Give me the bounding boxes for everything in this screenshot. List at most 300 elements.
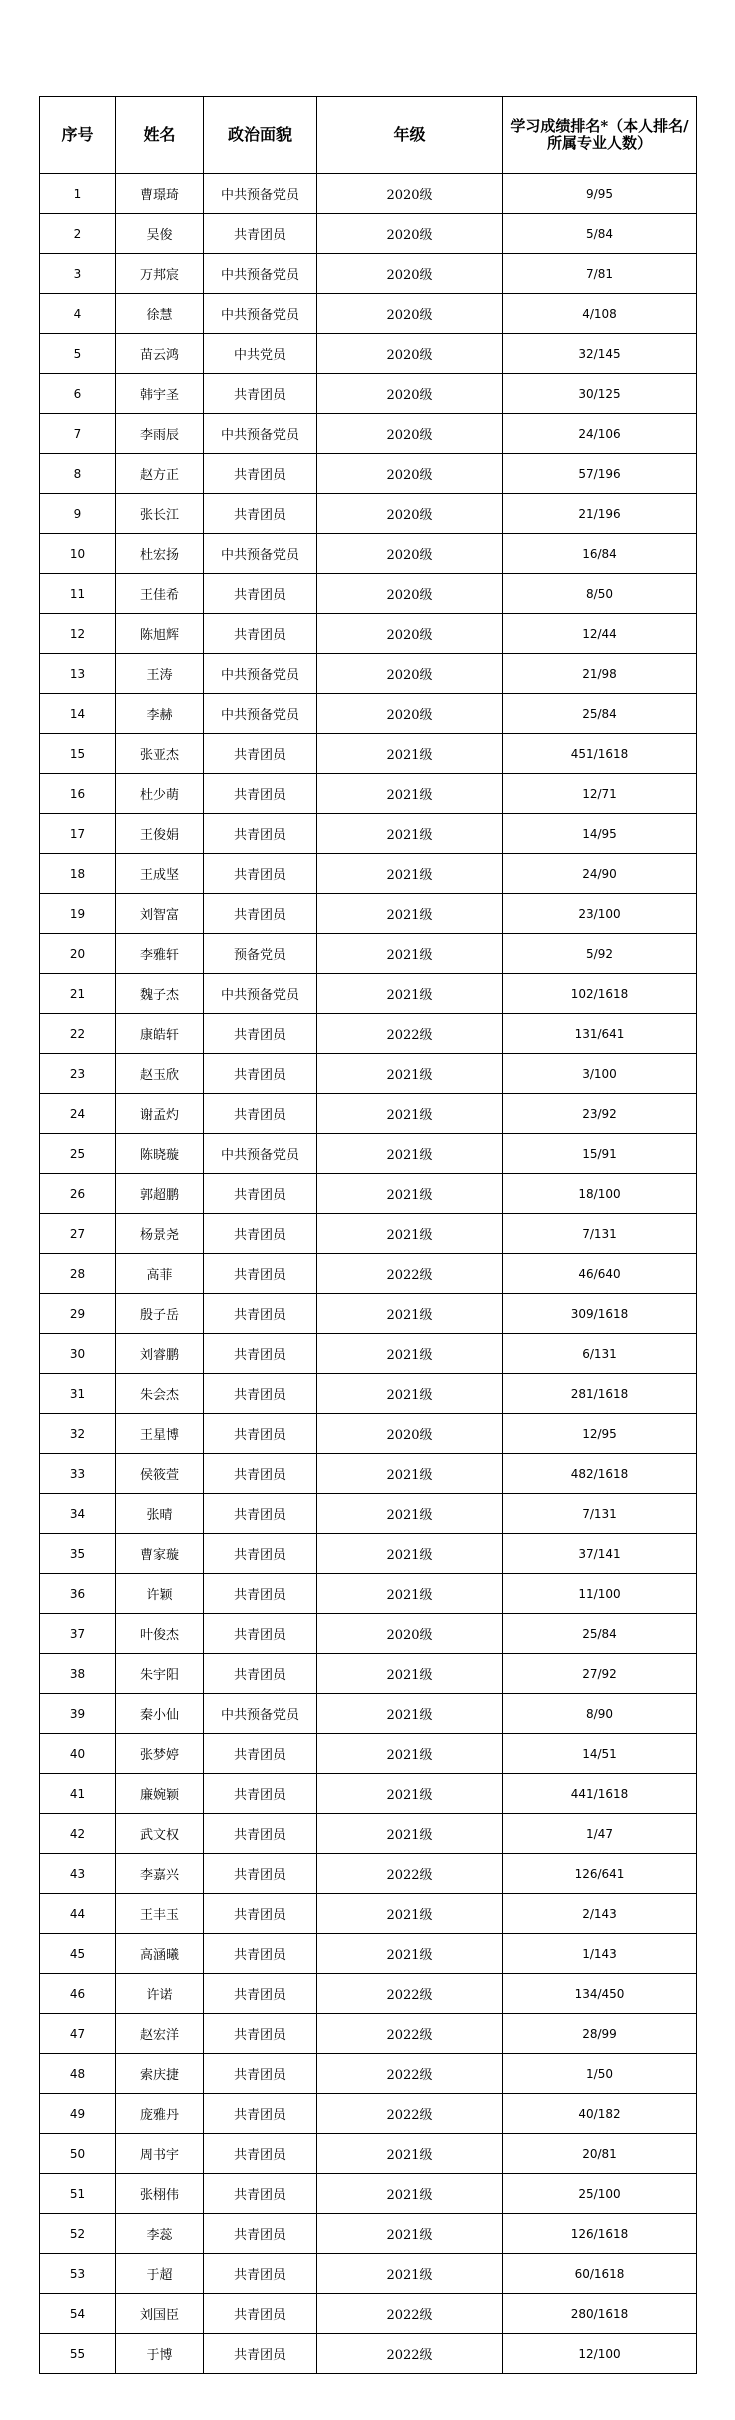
cell-grade: 2022级	[317, 1254, 503, 1294]
cell-name: 张梦婷	[116, 1734, 204, 1774]
cell-name: 张长江	[116, 494, 204, 534]
table-row	[40, 2214, 697, 2254]
cell-political-status: 中共预备党员	[204, 654, 317, 694]
cell-political-status: 共青团员	[204, 1294, 317, 1334]
cell-name: 朱会杰	[116, 1374, 204, 1414]
cell-index: 21	[40, 974, 116, 1014]
cell-name: 王丰玉	[116, 1894, 204, 1934]
table-row	[40, 494, 697, 534]
cell-academic-rank: 1/50	[503, 2054, 697, 2094]
table-row	[40, 334, 697, 374]
student-ranking-table	[39, 96, 697, 2374]
table-row	[40, 254, 697, 294]
cell-grade: 2021级	[317, 1094, 503, 1134]
cell-name: 王佳希	[116, 574, 204, 614]
cell-political-status: 共青团员	[204, 894, 317, 934]
cell-name: 王星博	[116, 1414, 204, 1454]
cell-grade: 2021级	[317, 2174, 503, 2214]
cell-name: 李嘉兴	[116, 1854, 204, 1894]
table-row	[40, 1094, 697, 1134]
cell-political-status: 共青团员	[204, 614, 317, 654]
cell-grade: 2021级	[317, 2214, 503, 2254]
cell-index: 48	[40, 2054, 116, 2094]
cell-index: 8	[40, 454, 116, 494]
cell-political-status: 预备党员	[204, 934, 317, 974]
cell-grade: 2021级	[317, 974, 503, 1014]
table-row	[40, 214, 697, 254]
cell-political-status: 共青团员	[204, 2054, 317, 2094]
cell-index: 9	[40, 494, 116, 534]
cell-name: 高涵曦	[116, 1934, 204, 1974]
cell-political-status: 共青团员	[204, 814, 317, 854]
cell-academic-rank: 5/92	[503, 934, 697, 974]
table-row	[40, 2014, 697, 2054]
cell-name: 赵方正	[116, 454, 204, 494]
cell-name: 叶俊杰	[116, 1614, 204, 1654]
cell-academic-rank: 46/640	[503, 1254, 697, 1294]
table-row	[40, 1174, 697, 1214]
cell-index: 42	[40, 1814, 116, 1854]
cell-political-status: 共青团员	[204, 1854, 317, 1894]
cell-index: 54	[40, 2294, 116, 2334]
table-row	[40, 414, 697, 454]
cell-political-status: 中共预备党员	[204, 254, 317, 294]
cell-index: 11	[40, 574, 116, 614]
cell-academic-rank: 7/131	[503, 1494, 697, 1534]
cell-name: 刘智富	[116, 894, 204, 934]
cell-index: 41	[40, 1774, 116, 1814]
cell-political-status: 共青团员	[204, 1814, 317, 1854]
cell-political-status: 共青团员	[204, 1374, 317, 1414]
cell-grade: 2020级	[317, 334, 503, 374]
cell-grade: 2021级	[317, 2134, 503, 2174]
cell-name: 朱宇阳	[116, 1654, 204, 1694]
cell-political-status: 共青团员	[204, 1054, 317, 1094]
cell-index: 18	[40, 854, 116, 894]
table-row	[40, 1734, 697, 1774]
table-row	[40, 1694, 697, 1734]
cell-index: 13	[40, 654, 116, 694]
cell-political-status: 中共预备党员	[204, 1694, 317, 1734]
table-row	[40, 294, 697, 334]
cell-grade: 2020级	[317, 294, 503, 334]
cell-academic-rank: 12/95	[503, 1414, 697, 1454]
table-row	[40, 774, 697, 814]
table-row	[40, 1854, 697, 1894]
cell-political-status: 共青团员	[204, 1934, 317, 1974]
table-row	[40, 1814, 697, 1854]
table-row	[40, 2254, 697, 2294]
cell-grade: 2020级	[317, 214, 503, 254]
cell-political-status: 共青团员	[204, 1614, 317, 1654]
cell-academic-rank: 57/196	[503, 454, 697, 494]
cell-academic-rank: 280/1618	[503, 2294, 697, 2334]
cell-academic-rank: 8/90	[503, 1694, 697, 1734]
cell-name: 刘国臣	[116, 2294, 204, 2334]
cell-academic-rank: 23/100	[503, 894, 697, 934]
cell-index: 1	[40, 174, 116, 214]
table-row	[40, 574, 697, 614]
cell-grade: 2021级	[317, 1374, 503, 1414]
cell-name: 康皓轩	[116, 1014, 204, 1054]
table-row	[40, 934, 697, 974]
cell-academic-rank: 25/84	[503, 1614, 697, 1654]
cell-index: 3	[40, 254, 116, 294]
cell-name: 杨景尧	[116, 1214, 204, 1254]
cell-political-status: 中共预备党员	[204, 414, 317, 454]
table-row	[40, 2294, 697, 2334]
cell-name: 徐慧	[116, 294, 204, 334]
cell-index: 45	[40, 1934, 116, 1974]
cell-grade: 2022级	[317, 2014, 503, 2054]
cell-political-status: 共青团员	[204, 2014, 317, 2054]
cell-academic-rank: 8/50	[503, 574, 697, 614]
cell-academic-rank: 32/145	[503, 334, 697, 374]
cell-index: 4	[40, 294, 116, 334]
table-row	[40, 974, 697, 1014]
cell-index: 32	[40, 1414, 116, 1454]
cell-academic-rank: 3/100	[503, 1054, 697, 1094]
cell-grade: 2022级	[317, 2334, 503, 2374]
cell-grade: 2021级	[317, 1774, 503, 1814]
cell-political-status: 共青团员	[204, 1454, 317, 1494]
cell-index: 43	[40, 1854, 116, 1894]
cell-academic-rank: 16/84	[503, 534, 697, 574]
cell-name: 王涛	[116, 654, 204, 694]
cell-grade: 2020级	[317, 494, 503, 534]
cell-name: 于博	[116, 2334, 204, 2374]
cell-grade: 2021级	[317, 1694, 503, 1734]
cell-political-status: 共青团员	[204, 854, 317, 894]
cell-grade: 2021级	[317, 1334, 503, 1374]
cell-index: 49	[40, 2094, 116, 2134]
cell-name: 杜少萌	[116, 774, 204, 814]
cell-grade: 2020级	[317, 694, 503, 734]
table-row	[40, 2174, 697, 2214]
cell-grade: 2021级	[317, 894, 503, 934]
cell-academic-rank: 131/641	[503, 1014, 697, 1054]
cell-academic-rank: 309/1618	[503, 1294, 697, 1334]
cell-academic-rank: 28/99	[503, 2014, 697, 2054]
cell-political-status: 共青团员	[204, 214, 317, 254]
cell-academic-rank: 30/125	[503, 374, 697, 414]
cell-political-status: 共青团员	[204, 1534, 317, 1574]
table-row	[40, 1134, 697, 1174]
cell-grade: 2020级	[317, 414, 503, 454]
cell-grade: 2021级	[317, 814, 503, 854]
cell-grade: 2022级	[317, 1974, 503, 2014]
cell-political-status: 共青团员	[204, 2214, 317, 2254]
cell-academic-rank: 9/95	[503, 174, 697, 214]
cell-index: 46	[40, 1974, 116, 2014]
cell-name: 李雨辰	[116, 414, 204, 454]
cell-grade: 2021级	[317, 1574, 503, 1614]
cell-name: 李蕊	[116, 2214, 204, 2254]
cell-academic-rank: 281/1618	[503, 1374, 697, 1414]
cell-index: 29	[40, 1294, 116, 1334]
table-row	[40, 174, 697, 214]
table-row	[40, 1334, 697, 1374]
cell-political-status: 共青团员	[204, 1214, 317, 1254]
cell-index: 14	[40, 694, 116, 734]
cell-academic-rank: 1/47	[503, 1814, 697, 1854]
cell-index: 47	[40, 2014, 116, 2054]
cell-academic-rank: 126/1618	[503, 2214, 697, 2254]
cell-name: 庞雅丹	[116, 2094, 204, 2134]
cell-name: 苗云鸿	[116, 334, 204, 374]
cell-grade: 2022级	[317, 1854, 503, 1894]
cell-grade: 2021级	[317, 1654, 503, 1694]
cell-name: 魏子杰	[116, 974, 204, 1014]
cell-academic-rank: 21/98	[503, 654, 697, 694]
header-index: 序号	[40, 97, 116, 174]
cell-political-status: 共青团员	[204, 1734, 317, 1774]
cell-political-status: 共青团员	[204, 374, 317, 414]
table-row	[40, 374, 697, 414]
cell-grade: 2022级	[317, 2054, 503, 2094]
cell-grade: 2021级	[317, 1894, 503, 1934]
cell-name: 侯筱萱	[116, 1454, 204, 1494]
cell-academic-rank: 24/90	[503, 854, 697, 894]
cell-academic-rank: 14/95	[503, 814, 697, 854]
cell-grade: 2022级	[317, 1014, 503, 1054]
table-row	[40, 1494, 697, 1534]
cell-name: 吴俊	[116, 214, 204, 254]
cell-name: 廉婉颖	[116, 1774, 204, 1814]
cell-academic-rank: 24/106	[503, 414, 697, 454]
cell-grade: 2021级	[317, 1814, 503, 1854]
cell-index: 55	[40, 2334, 116, 2374]
cell-name: 曹家璇	[116, 1534, 204, 1574]
cell-academic-rank: 2/143	[503, 1894, 697, 1934]
cell-name: 赵玉欣	[116, 1054, 204, 1094]
cell-political-status: 共青团员	[204, 2134, 317, 2174]
table-row	[40, 1014, 697, 1054]
cell-grade: 2020级	[317, 614, 503, 654]
cell-grade: 2021级	[317, 1454, 503, 1494]
cell-political-status: 中共预备党员	[204, 694, 317, 734]
cell-grade: 2021级	[317, 854, 503, 894]
cell-index: 10	[40, 534, 116, 574]
table-row	[40, 1614, 697, 1654]
cell-political-status: 共青团员	[204, 1334, 317, 1374]
cell-political-status: 共青团员	[204, 2334, 317, 2374]
cell-name: 韩宇圣	[116, 374, 204, 414]
cell-academic-rank: 25/84	[503, 694, 697, 734]
table-header-row	[40, 97, 697, 174]
cell-name: 李赫	[116, 694, 204, 734]
table-row	[40, 894, 697, 934]
cell-name: 刘睿鹏	[116, 1334, 204, 1374]
cell-academic-rank: 7/131	[503, 1214, 697, 1254]
cell-index: 37	[40, 1614, 116, 1654]
cell-grade: 2021级	[317, 1054, 503, 1094]
table-row	[40, 2134, 697, 2174]
table-row	[40, 1414, 697, 1454]
cell-name: 陈晓璇	[116, 1134, 204, 1174]
cell-name: 索庆捷	[116, 2054, 204, 2094]
cell-political-status: 共青团员	[204, 1494, 317, 1534]
cell-grade: 2020级	[317, 654, 503, 694]
cell-political-status: 共青团员	[204, 1254, 317, 1294]
cell-name: 李雅轩	[116, 934, 204, 974]
cell-political-status: 共青团员	[204, 774, 317, 814]
cell-academic-rank: 25/100	[503, 2174, 697, 2214]
cell-index: 25	[40, 1134, 116, 1174]
cell-grade: 2020级	[317, 1614, 503, 1654]
cell-name: 殷子岳	[116, 1294, 204, 1334]
cell-index: 40	[40, 1734, 116, 1774]
cell-index: 51	[40, 2174, 116, 2214]
cell-grade: 2020级	[317, 174, 503, 214]
cell-index: 30	[40, 1334, 116, 1374]
cell-grade: 2020级	[317, 374, 503, 414]
cell-grade: 2021级	[317, 1534, 503, 1574]
cell-name: 赵宏洋	[116, 2014, 204, 2054]
cell-name: 郭超鹏	[116, 1174, 204, 1214]
cell-name: 万邦宸	[116, 254, 204, 294]
cell-academic-rank: 441/1618	[503, 1774, 697, 1814]
cell-academic-rank: 482/1618	[503, 1454, 697, 1494]
cell-name: 许颖	[116, 1574, 204, 1614]
cell-index: 26	[40, 1174, 116, 1214]
header-political-status: 政治面貌	[204, 97, 317, 174]
cell-index: 20	[40, 934, 116, 974]
cell-index: 38	[40, 1654, 116, 1694]
cell-index: 53	[40, 2254, 116, 2294]
cell-name: 周书宇	[116, 2134, 204, 2174]
cell-academic-rank: 37/141	[503, 1534, 697, 1574]
cell-political-status: 共青团员	[204, 2294, 317, 2334]
cell-political-status: 中共预备党员	[204, 534, 317, 574]
cell-political-status: 共青团员	[204, 1654, 317, 1694]
cell-academic-rank: 18/100	[503, 1174, 697, 1214]
cell-index: 2	[40, 214, 116, 254]
cell-name: 张亚杰	[116, 734, 204, 774]
cell-grade: 2021级	[317, 1494, 503, 1534]
table-row	[40, 1894, 697, 1934]
cell-academic-rank: 14/51	[503, 1734, 697, 1774]
table-row	[40, 654, 697, 694]
cell-political-status: 共青团员	[204, 1014, 317, 1054]
table-row	[40, 1054, 697, 1094]
cell-name: 张晴	[116, 1494, 204, 1534]
cell-index: 5	[40, 334, 116, 374]
cell-name: 王成坚	[116, 854, 204, 894]
header-academic-rank: 学习成绩排名*（本人排名/所属专业人数）	[503, 97, 697, 174]
cell-academic-rank: 12/44	[503, 614, 697, 654]
cell-political-status: 共青团员	[204, 494, 317, 534]
table-row	[40, 1214, 697, 1254]
cell-political-status: 共青团员	[204, 1974, 317, 2014]
table-row	[40, 1774, 697, 1814]
cell-index: 31	[40, 1374, 116, 1414]
cell-political-status: 共青团员	[204, 1414, 317, 1454]
table-row	[40, 2334, 697, 2374]
cell-name: 谢孟灼	[116, 1094, 204, 1134]
cell-grade: 2021级	[317, 1174, 503, 1214]
cell-index: 33	[40, 1454, 116, 1494]
cell-index: 19	[40, 894, 116, 934]
cell-index: 22	[40, 1014, 116, 1054]
cell-grade: 2022级	[317, 2294, 503, 2334]
cell-grade: 2020级	[317, 574, 503, 614]
cell-grade: 2020级	[317, 254, 503, 294]
cell-index: 50	[40, 2134, 116, 2174]
cell-grade: 2021级	[317, 1134, 503, 1174]
cell-political-status: 共青团员	[204, 574, 317, 614]
header-grade: 年级	[317, 97, 503, 174]
cell-index: 12	[40, 614, 116, 654]
cell-academic-rank: 12/100	[503, 2334, 697, 2374]
cell-index: 17	[40, 814, 116, 854]
table-row	[40, 454, 697, 494]
cell-academic-rank: 5/84	[503, 214, 697, 254]
cell-political-status: 中共预备党员	[204, 1134, 317, 1174]
cell-grade: 2022级	[317, 2094, 503, 2134]
cell-academic-rank: 134/450	[503, 1974, 697, 2014]
cell-index: 6	[40, 374, 116, 414]
cell-grade: 2021级	[317, 774, 503, 814]
cell-name: 于超	[116, 2254, 204, 2294]
cell-political-status: 共青团员	[204, 734, 317, 774]
cell-index: 35	[40, 1534, 116, 1574]
table-row	[40, 1254, 697, 1294]
cell-political-status: 中共预备党员	[204, 974, 317, 1014]
cell-academic-rank: 4/108	[503, 294, 697, 334]
cell-academic-rank: 12/71	[503, 774, 697, 814]
cell-index: 7	[40, 414, 116, 454]
table-row	[40, 1294, 697, 1334]
cell-academic-rank: 20/81	[503, 2134, 697, 2174]
cell-political-status: 共青团员	[204, 1894, 317, 1934]
table-row	[40, 1574, 697, 1614]
table-row	[40, 734, 697, 774]
cell-academic-rank: 6/131	[503, 1334, 697, 1374]
cell-political-status: 共青团员	[204, 1574, 317, 1614]
cell-grade: 2021级	[317, 1294, 503, 1334]
table-row	[40, 534, 697, 574]
table-row	[40, 694, 697, 734]
cell-grade: 2021级	[317, 934, 503, 974]
cell-name: 张栩伟	[116, 2174, 204, 2214]
table-row	[40, 1374, 697, 1414]
cell-grade: 2021级	[317, 734, 503, 774]
cell-name: 陈旭辉	[116, 614, 204, 654]
cell-political-status: 中共预备党员	[204, 174, 317, 214]
cell-grade: 2020级	[317, 534, 503, 574]
cell-political-status: 共青团员	[204, 2094, 317, 2134]
cell-name: 杜宏扬	[116, 534, 204, 574]
table-row	[40, 1974, 697, 2014]
cell-political-status: 中共党员	[204, 334, 317, 374]
cell-name: 曹璟琦	[116, 174, 204, 214]
cell-index: 27	[40, 1214, 116, 1254]
cell-political-status: 中共预备党员	[204, 294, 317, 334]
cell-academic-rank: 102/1618	[503, 974, 697, 1014]
cell-political-status: 共青团员	[204, 1094, 317, 1134]
cell-name: 武文权	[116, 1814, 204, 1854]
cell-grade: 2021级	[317, 1934, 503, 1974]
cell-political-status: 共青团员	[204, 2254, 317, 2294]
cell-political-status: 共青团员	[204, 1174, 317, 1214]
cell-academic-rank: 11/100	[503, 1574, 697, 1614]
table-row	[40, 1934, 697, 1974]
header-name: 姓名	[116, 97, 204, 174]
cell-academic-rank: 23/92	[503, 1094, 697, 1134]
cell-index: 36	[40, 1574, 116, 1614]
cell-academic-rank: 7/81	[503, 254, 697, 294]
